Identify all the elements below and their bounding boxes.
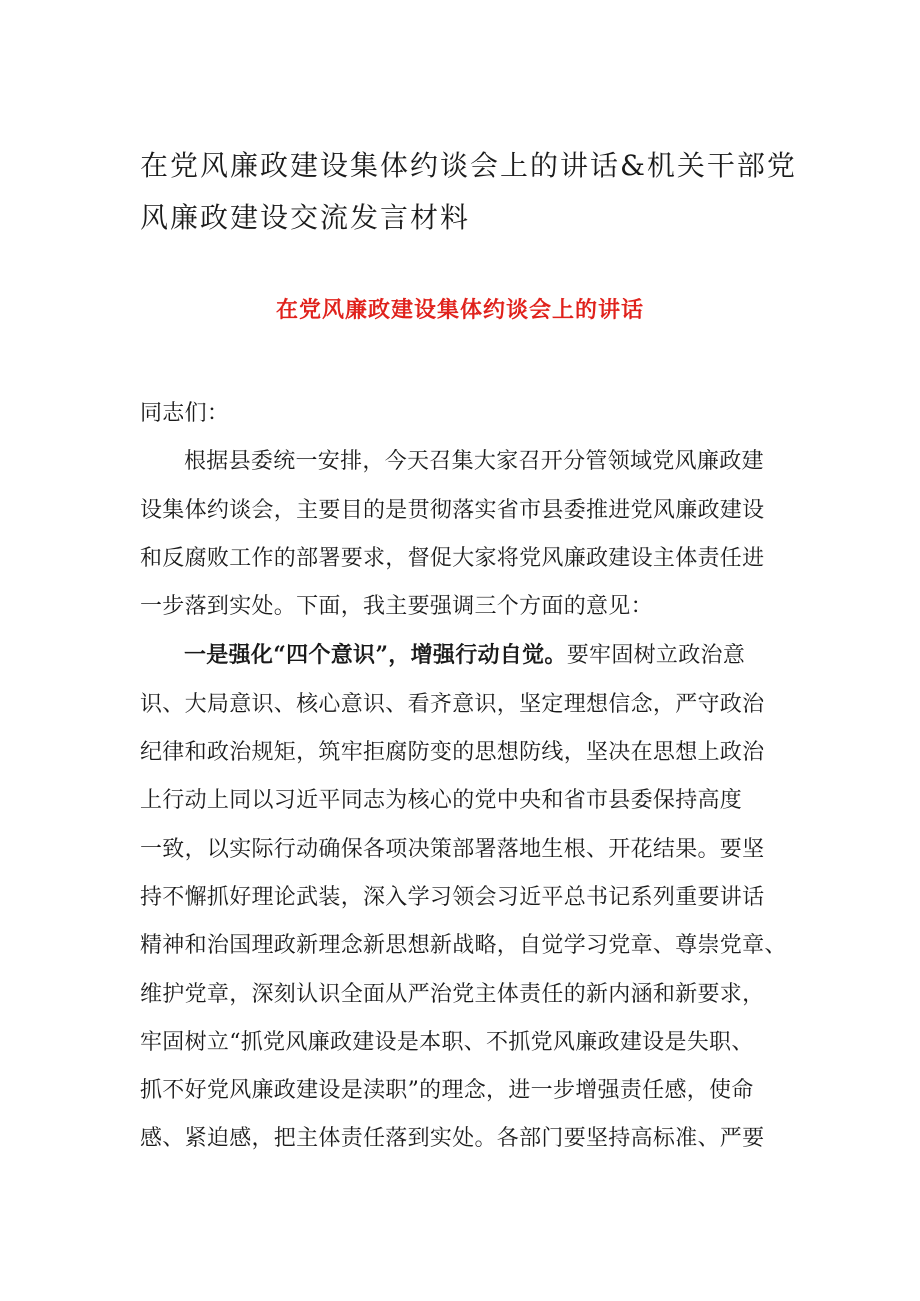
paragraph-2-line-9: 牢固树立“抓党风廉政建设是本职、不抓党风廉政建设是失职、 xyxy=(140,1029,754,1055)
document-title xyxy=(140,140,797,244)
paragraph-2-line-2: 识、大局意识、核心意识、看齐意识，坚定理想信念，严守政治 xyxy=(140,691,765,717)
paragraph-2-line-3: 纪律和政治规矩，筑牢拒腐防变的思想防线，坚决在思想上政治 xyxy=(140,740,765,766)
paragraph-1-line-2: 设集体约谈会，主要目的是贯彻落实省市县委推进党风廉政建设 xyxy=(140,497,765,523)
paragraph-1-line-4: 一步落到实处。下面，我主要强调三个方面的意见： xyxy=(140,594,653,620)
body-text xyxy=(140,390,796,1164)
paragraph-2-lead: 一是强化“四个意识”，增强行动自觉。 xyxy=(184,642,567,669)
paragraph-1-line-3: 和反腐败工作的部署要求，督促大家将党风廉政建设主体责任进 xyxy=(140,545,765,571)
paragraph-2-line-1 xyxy=(140,631,796,680)
paragraph-2-line-10: 抓不好党风廉政建设是渎职”的理念，进一步增强责任感，使命 xyxy=(140,1078,754,1104)
paragraph-2-line-5: 一致，以实际行动确保各项决策部署落地生根、开花结果。要坚 xyxy=(140,836,765,862)
paragraph-2-line-6: 持不懈抓好理论武装，深入学习领会习近平总书记系列重要讲话 xyxy=(140,884,765,910)
paragraph-2-line-4: 上行动上同以习近平同志为核心的党中央和省市县委保持高度 xyxy=(140,788,743,814)
section-title: 在党风廉政建设集体约谈会上的讲话 xyxy=(275,297,644,323)
paragraph-1-line-1: 根据县委统一安排，今天召集大家召开分管领域党风廉政建 xyxy=(184,449,764,475)
paragraph-2-first-rest: 要牢固树立政治意 xyxy=(566,643,746,669)
paragraph-2-line-8: 维护党章，深刻认识全面从严治党主体责任的新内涵和新要求， xyxy=(140,981,765,1007)
paragraph-2-line-7: 精神和治国理政新理念新思想新战略，自觉学习党章、尊崇党章、 xyxy=(140,933,787,959)
document-title-line-2: 风廉政建设交流发言材料 xyxy=(140,201,471,234)
document-title-line-1: 在党风廉政建设集体约谈会上的讲话&机关干部党 xyxy=(140,149,797,182)
salutation: 同志们： xyxy=(140,401,230,426)
paragraph-2-line-11: 感、紧迫感，把主体责任落到实处。各部门要坚持高标准、严要 xyxy=(140,1126,765,1152)
